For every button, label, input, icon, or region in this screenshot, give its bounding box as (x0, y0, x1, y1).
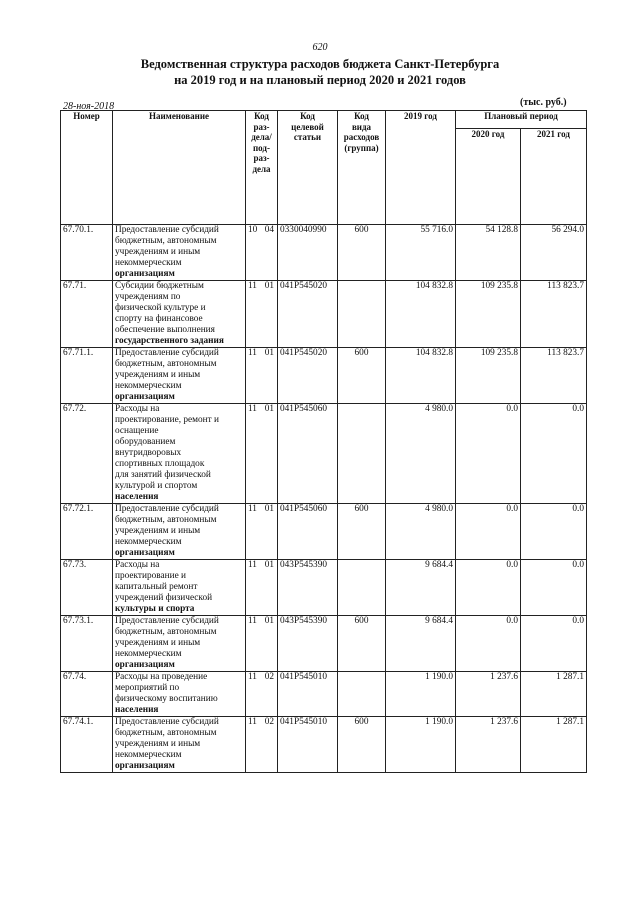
row-target-code: 041P545010 (278, 717, 338, 773)
row-2019: 4 980.0 (386, 404, 456, 504)
row-expense-code: 600 (338, 717, 386, 773)
name-line: организациям (115, 392, 175, 402)
row-name (113, 616, 246, 672)
row-number: 67.72.1. (61, 504, 113, 560)
units-label: (тыс. руб.) (520, 97, 567, 108)
row-2019: 9 684.4 (386, 560, 456, 616)
row-section-code (246, 717, 278, 773)
section: 11 (248, 281, 257, 291)
row-number: 67.71.1. (61, 348, 113, 404)
row-2021: 0.0 (521, 504, 587, 560)
table-row (61, 504, 587, 560)
row-number: 67.72. (61, 404, 113, 504)
row-name (113, 225, 246, 281)
row-section-code (246, 281, 278, 348)
name-line: некоммерческим (115, 381, 182, 391)
row-section-code (246, 504, 278, 560)
row-section-code (246, 560, 278, 616)
row-target-code: 0330040990 (278, 225, 338, 281)
row-2021: 113 823.7 (521, 348, 587, 404)
header-2020: 2020 год (456, 129, 521, 225)
row-name (113, 348, 246, 404)
row-expense-code (338, 560, 386, 616)
row-expense-code (338, 404, 386, 504)
row-2019: 9 684.4 (386, 616, 456, 672)
header-number: Номер (61, 111, 113, 225)
row-2021: 0.0 (521, 404, 587, 504)
subsection: 01 (264, 348, 274, 358)
name-line: Расходы на (115, 560, 160, 570)
name-line: учреждениям по (115, 292, 181, 302)
name-line: учреждениям и иным (115, 739, 201, 749)
name-line: Предоставление субсидий (115, 504, 219, 514)
row-number: 67.70.1. (61, 225, 113, 281)
name-line: учреждениям и иным (115, 247, 201, 257)
title-line: Ведомственная структура расходов бюджета Санкт-Петербурга (140, 57, 500, 71)
header-target-code: Код целевой статьи (278, 111, 338, 225)
name-line: обеспечение выполнения (115, 325, 215, 335)
row-expense-code: 600 (338, 616, 386, 672)
name-line: Предоставление субсидий (115, 348, 219, 358)
table-row (61, 616, 587, 672)
row-target-code: 043P545390 (278, 616, 338, 672)
name-line: оснащение (115, 426, 159, 436)
section: 11 (248, 616, 257, 626)
name-line: населения (115, 492, 159, 502)
row-number: 67.73.1. (61, 616, 113, 672)
name-line: проектирование, ремонт и (115, 415, 220, 425)
name-line: государственного задания (115, 336, 224, 346)
row-target-code: 041P545020 (278, 281, 338, 348)
row-2020: 54 128.8 (456, 225, 521, 281)
name-line: физическому воспитанию (115, 694, 218, 704)
table-row (61, 560, 587, 616)
name-line: Расходы на (115, 404, 160, 414)
name-line: спортивных площадок (115, 459, 205, 469)
name-line: некоммерческим (115, 649, 182, 659)
subsection: 04 (264, 225, 274, 235)
header-expense-code: Код вида расходов (группа) (338, 111, 386, 225)
row-section-code (246, 672, 278, 717)
name-line: капитальный ремонт (115, 582, 198, 592)
row-2020: 109 235.8 (456, 348, 521, 404)
row-2021: 1 287.1 (521, 672, 587, 717)
table-row (61, 404, 587, 504)
table-row (61, 225, 587, 281)
header-plan-period: Плановый период (456, 111, 587, 129)
name-line: населения (115, 705, 159, 715)
header-section-code: Код раз- дела/ под- раз- дела (246, 111, 278, 225)
section: 11 (248, 348, 257, 358)
name-line: некоммерческим (115, 258, 182, 268)
name-line: бюджетным, автономным (115, 515, 217, 525)
name-line: организациям (115, 660, 175, 670)
name-line: оборудованием (115, 437, 176, 447)
row-target-code: 041P545060 (278, 504, 338, 560)
subsection: 02 (264, 717, 274, 727)
row-2019: 104 832.8 (386, 348, 456, 404)
header-2019: 2019 год (386, 111, 456, 225)
row-name (113, 560, 246, 616)
row-target-code: 043P545390 (278, 560, 338, 616)
table-row (61, 348, 587, 404)
row-name (113, 404, 246, 504)
section: 11 (248, 717, 257, 727)
name-line: проектирование и (115, 571, 187, 581)
row-2020: 1 237.6 (456, 717, 521, 773)
row-2020: 0.0 (456, 504, 521, 560)
name-line: некоммерческим (115, 750, 182, 760)
name-line: учреждениям и иным (115, 370, 201, 380)
row-number: 67.73. (61, 560, 113, 616)
subsection: 01 (264, 404, 274, 414)
section: 11 (248, 404, 257, 414)
subsection: 01 (264, 560, 274, 570)
name-line: культуры и спорта (115, 604, 195, 614)
section: 11 (248, 560, 257, 570)
row-expense-code: 600 (338, 504, 386, 560)
table-row (61, 672, 587, 717)
row-section-code (246, 348, 278, 404)
row-name (113, 672, 246, 717)
name-line: учреждениям и иным (115, 638, 201, 648)
row-target-code: 041P545020 (278, 348, 338, 404)
section: 11 (248, 504, 257, 514)
subsection: 01 (264, 281, 274, 291)
name-line: бюджетным, автономным (115, 359, 217, 369)
section: 10 (248, 225, 258, 235)
name-line: культурой и спортом (115, 481, 198, 491)
row-2021: 0.0 (521, 560, 587, 616)
row-2020: 0.0 (456, 404, 521, 504)
section: 11 (248, 672, 257, 682)
name-line: физической культуре и (115, 303, 206, 313)
name-line: бюджетным, автономным (115, 728, 217, 738)
subsection: 02 (264, 672, 274, 682)
table-row (61, 281, 587, 348)
row-number: 67.71. (61, 281, 113, 348)
name-line: спорту на финансовое (115, 314, 203, 324)
row-section-code (246, 616, 278, 672)
name-line: некоммерческим (115, 537, 182, 547)
row-2019: 4 980.0 (386, 504, 456, 560)
title-line: на 2019 год и на плановый период 2020 и 2021 годов (174, 73, 466, 87)
row-2021: 56 294.0 (521, 225, 587, 281)
name-line: учреждений физической (115, 593, 213, 603)
row-section-code (246, 225, 278, 281)
header-name: Наименование (113, 111, 246, 225)
name-line: Предоставление субсидий (115, 717, 219, 727)
row-2020: 109 235.8 (456, 281, 521, 348)
row-target-code: 041P545010 (278, 672, 338, 717)
page-number: 620 (312, 42, 328, 53)
row-2019: 1 190.0 (386, 717, 456, 773)
row-name (113, 504, 246, 560)
row-target-code: 041P545060 (278, 404, 338, 504)
row-2019: 55 716.0 (386, 225, 456, 281)
header-2021: 2021 год (521, 129, 587, 225)
name-line: внутридворовых (115, 448, 182, 458)
row-name (113, 717, 246, 773)
budget-table (60, 110, 587, 773)
row-2020: 0.0 (456, 560, 521, 616)
row-expense-code (338, 281, 386, 348)
name-line: учреждениям и иным (115, 526, 201, 536)
row-2019: 1 190.0 (386, 672, 456, 717)
row-expense-code: 600 (338, 348, 386, 404)
name-line: организациям (115, 269, 175, 279)
row-number: 67.74.1. (61, 717, 113, 773)
row-2020: 1 237.6 (456, 672, 521, 717)
name-line: Расходы на проведение (115, 672, 208, 682)
name-line: бюджетным, автономным (115, 627, 217, 637)
row-2021: 1 287.1 (521, 717, 587, 773)
document-title (0, 56, 640, 88)
row-section-code (246, 404, 278, 504)
row-2021: 0.0 (521, 616, 587, 672)
row-name (113, 281, 246, 348)
name-line: мероприятий по (115, 683, 180, 693)
name-line: Предоставление субсидий (115, 225, 219, 235)
row-2021: 113 823.7 (521, 281, 587, 348)
name-line: бюджетным, автономным (115, 236, 217, 246)
row-2019: 104 832.8 (386, 281, 456, 348)
name-line: организациям (115, 548, 175, 558)
row-number: 67.74. (61, 672, 113, 717)
subsection: 01 (264, 616, 274, 626)
table-row (61, 717, 587, 773)
name-line: Предоставление субсидий (115, 616, 219, 626)
name-line: для занятий физической (115, 470, 211, 480)
subsection: 01 (264, 504, 274, 514)
name-line: Субсидии бюджетным (115, 281, 204, 291)
document-date: 28-ноя-2018 (63, 101, 115, 112)
row-2020: 0.0 (456, 616, 521, 672)
row-expense-code: 600 (338, 225, 386, 281)
row-expense-code (338, 672, 386, 717)
name-line: организациям (115, 761, 175, 771)
